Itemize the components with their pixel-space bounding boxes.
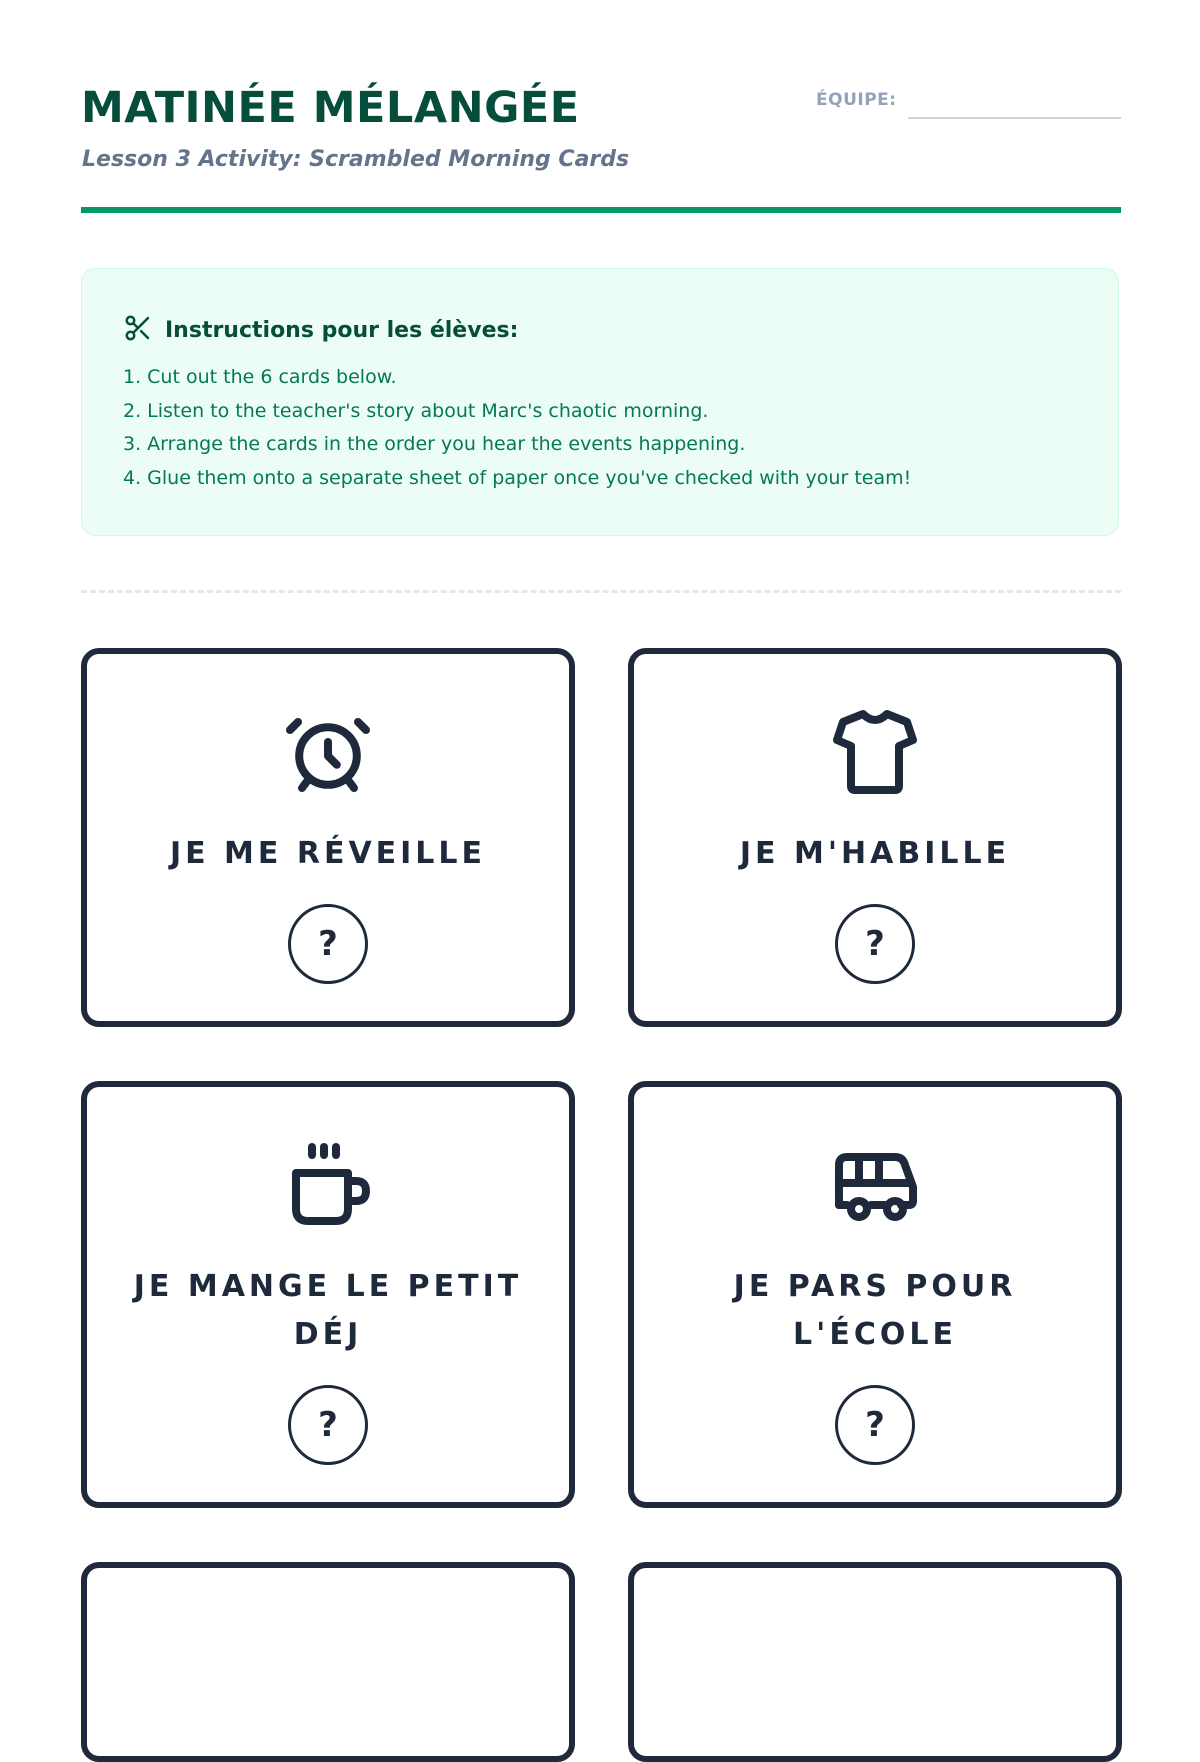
card-label: JE MANGE LE PETIT DÉJ xyxy=(133,1269,523,1352)
instructions-heading xyxy=(123,315,518,345)
cut-line xyxy=(81,590,1121,593)
order-circle[interactable]: ? xyxy=(835,1385,915,1465)
order-circle[interactable]: ? xyxy=(288,1385,368,1465)
page-title: MATINÉE MÉLANGÉE xyxy=(81,83,580,133)
instruction-step: 2. Listen to the teacher's story about Marc's chaotic morning. xyxy=(123,399,709,422)
instruction-step: 4. Glue them onto a separate sheet of paper once you've checked with your team! xyxy=(123,466,912,489)
instructions-title: Instructions pour les élèves: xyxy=(165,317,519,343)
team-label: ÉQUIPE: xyxy=(816,90,897,110)
card-wake-up[interactable] xyxy=(81,648,575,1027)
card-label: JE M'HABILLE xyxy=(739,836,1011,871)
card-label: JE PARS POUR L'ÉCOLE xyxy=(733,1269,1017,1352)
t-shirt-icon xyxy=(824,704,926,804)
instructions-list xyxy=(123,361,911,495)
card-label: JE ME RÉVEILLE xyxy=(169,836,487,871)
worksheet-header xyxy=(81,80,1121,216)
team-name-field[interactable] xyxy=(908,117,1121,119)
card-leave-school[interactable] xyxy=(628,1081,1122,1508)
order-circle[interactable]: ? xyxy=(835,904,915,984)
alarm-clock-icon xyxy=(277,704,379,804)
card-breakfast[interactable] xyxy=(81,1081,575,1508)
instructions-box xyxy=(81,268,1119,536)
order-circle[interactable]: ? xyxy=(288,904,368,984)
coffee-cup-icon xyxy=(277,1137,379,1237)
card-partial[interactable] xyxy=(81,1562,575,1762)
page-subtitle: Lesson 3 Activity: Scrambled Morning Cards xyxy=(82,147,630,172)
scissors-icon xyxy=(123,313,153,347)
card-get-dressed[interactable] xyxy=(628,648,1122,1027)
instruction-step: 3. Arrange the cards in the order you hear the events happening. xyxy=(123,433,746,455)
bus-icon xyxy=(824,1137,926,1237)
card-partial[interactable] xyxy=(628,1562,1122,1762)
instruction-step: 1. Cut out the 6 cards below. xyxy=(123,366,397,388)
header-divider xyxy=(81,207,1121,213)
